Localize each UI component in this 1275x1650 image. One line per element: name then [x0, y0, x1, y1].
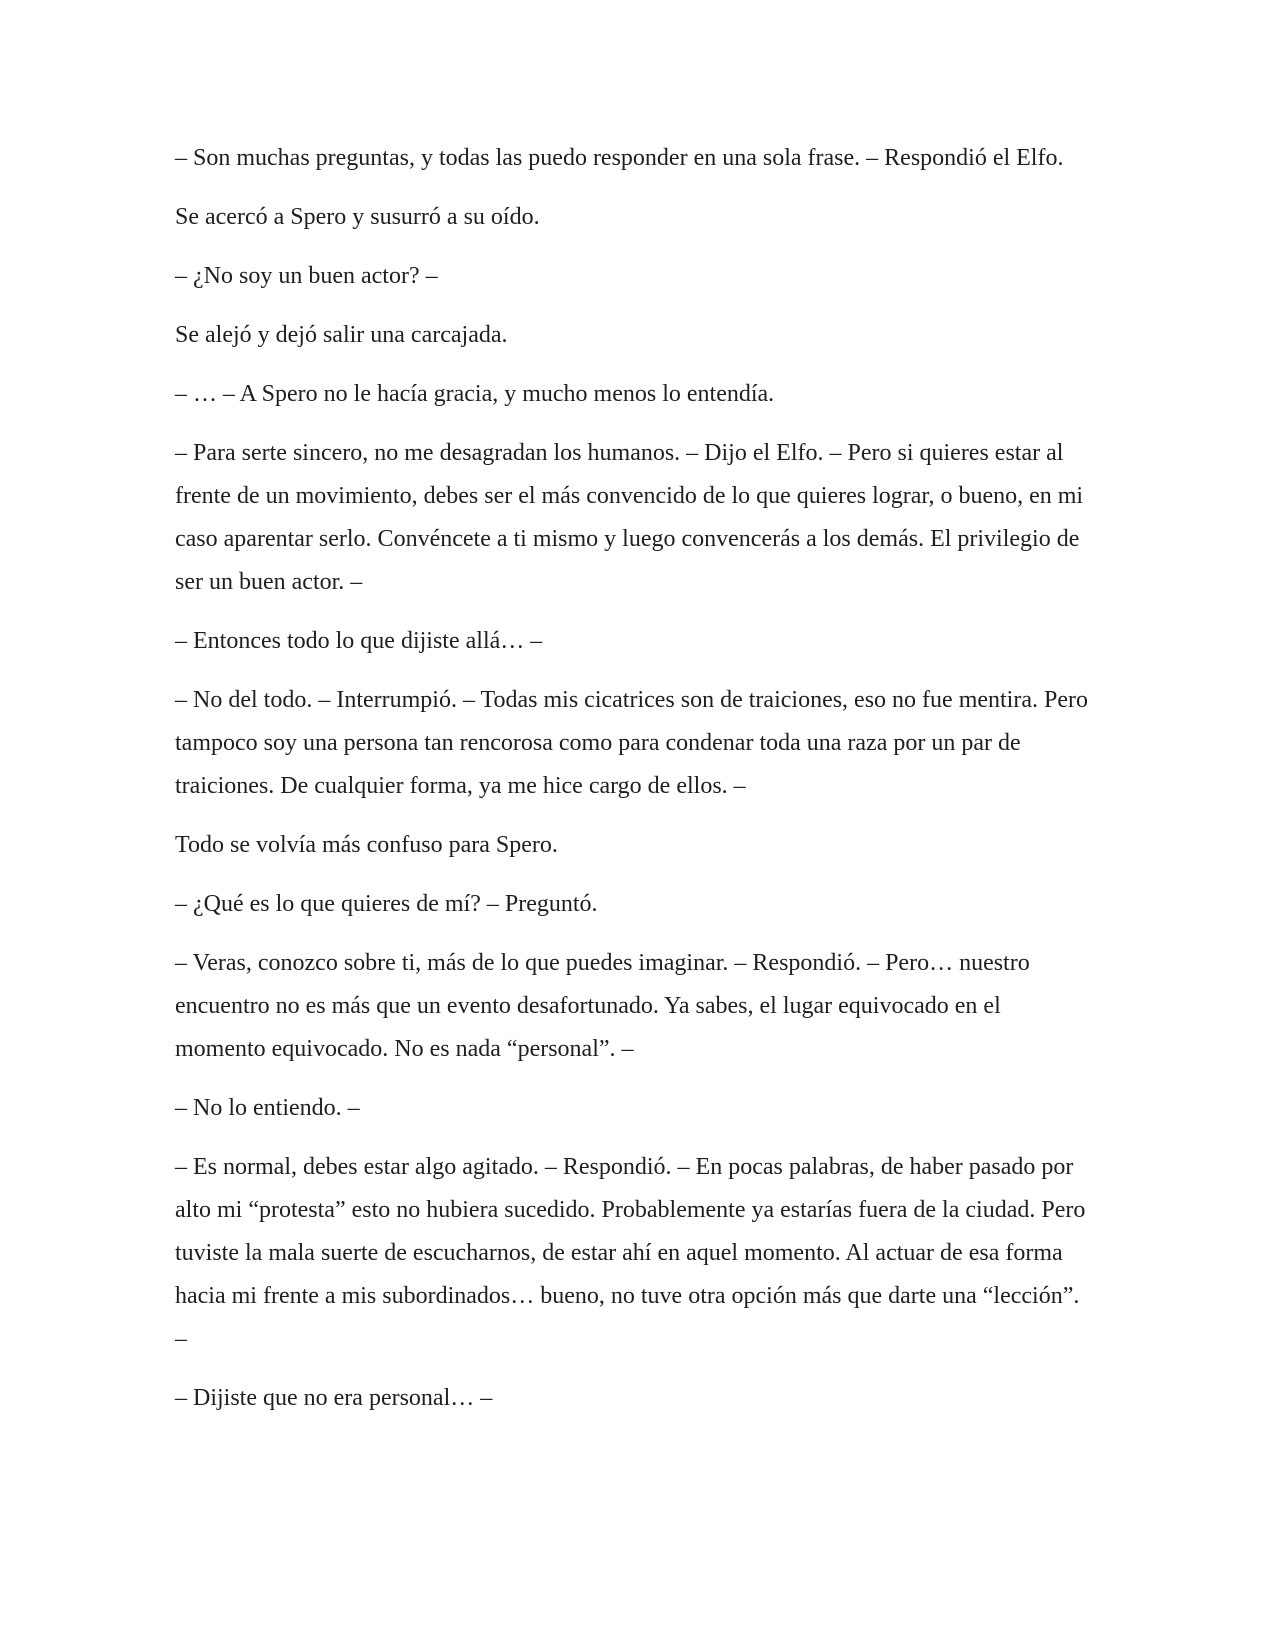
paragraph: – ¿Qué es lo que quieres de mí? – Preguntó. [175, 891, 598, 917]
paragraph: – No del todo. – Interrumpió. – Todas mis cicatrices son de traiciones, eso no fue mentira. Pero tampoco soy una persona tan rencorosa como para condenar toda una raza por un par de traiciones. De cualquier forma, ya me hice cargo de ellos. – [175, 687, 1088, 799]
paragraph: Se alejó y dejó salir una carcajada. [175, 322, 508, 348]
paragraph: – No lo entiendo. – [175, 1095, 360, 1121]
document-body [175, 137, 1089, 1420]
paragraph: – Entonces todo lo que dijiste allá… – [175, 628, 543, 654]
paragraph: – Dijiste que no era personal… – [175, 1385, 493, 1411]
paragraph: – ¿No soy un buen actor? – [175, 263, 438, 289]
paragraph: – Para serte sincero, no me desagradan los humanos. – Dijo el Elfo. – Pero si quieres estar al frente de un movimiento, debes ser el más convencido de lo que quieres lograr, o bueno, en mi caso aparentar serlo. Convéncete a ti mismo y luego convencerás a los demás. El privilegio de ser un buen actor. – [175, 440, 1084, 595]
paragraph: Todo se volvía más confuso para Spero. [175, 832, 558, 858]
paragraph: – Veras, conozco sobre ti, más de lo que puedes imaginar. – Respondió. – Pero… nuestro encuentro no es más que un evento desafortunado. Ya sabes, el lugar equivocado en el momento equivocado. No es nada “personal”. – [175, 950, 1030, 1062]
paragraph: – Son muchas preguntas, y todas las puedo responder en una sola frase. – Respondió el Elfo. [175, 145, 1064, 171]
paragraph: Se acercó a Spero y susurró a su oído. [175, 204, 540, 230]
paragraph: – … – A Spero no le hacía gracia, y mucho menos lo entendía. [175, 381, 775, 407]
paragraph: – Es normal, debes estar algo agitado. – Respondió. – En pocas palabras, de haber pasado por alto mi “protesta” esto no hubiera sucedido. Probablemente ya estarías fuera de la ciudad. Pero tuviste la mala suerte de escucharnos, de estar ahí en aquel momento. Al actuar de esa forma hacia mi frente a mis subordinados… bueno, no tuve otra opción más que darte una “lección”. – [175, 1154, 1086, 1352]
